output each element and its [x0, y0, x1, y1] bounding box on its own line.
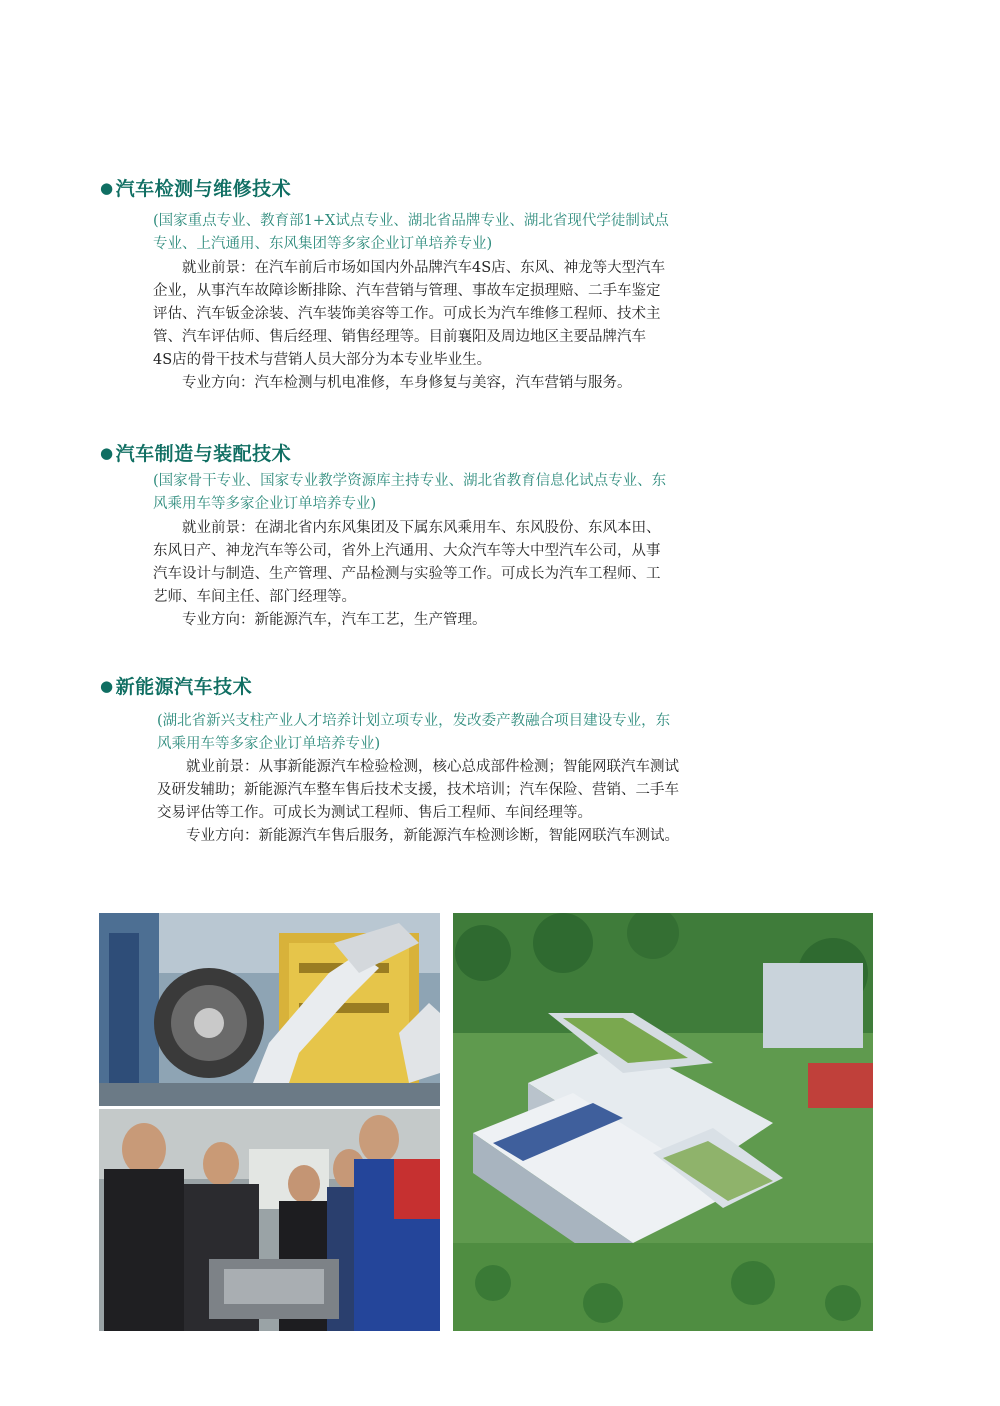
- section-1-employment: 就业前景：在汽车前后市场如国内外品牌汽车4S店、东风、神龙等大型汽车 企业，从事汽车故障诊断排除、汽车营销与管理、事故车定损理赔、二手车鉴定 评估、汽车钣金涂装、汽车装饰美容等工作。可成长为汽车维修工程师、技术主 管、汽车评估师、售后经理、销售经理等。目前襄阳及周边地区主要品牌汽车 4S店的骨干技术与营销人员大部分为本专业毕业生。: [153, 260, 666, 368]
- bullet-icon: ●: [100, 444, 114, 462]
- section-2-note: (国家骨干专业、国家专业教学资源库主持专业、湖北省教育信息化试点专业、东 风乘用车等多家企业订单培养专业): [153, 473, 667, 512]
- section-1-note: (国家重点专业、教育部1+X试点专业、湖北省品牌专业、湖北省现代学徒制试点 专业、上汽通用、东风集团等多家企业订单培养专业): [153, 213, 669, 252]
- bullet-icon: ●: [100, 677, 114, 695]
- section-2-title: ● 汽车制造与装配技术: [100, 443, 292, 465]
- section-3-direction: 专业方向：新能源汽车售后服务，新能源汽车检测诊断，智能网联汽车测试。: [157, 828, 679, 844]
- students-photo: [99, 1109, 440, 1331]
- robot-arm-photo: [99, 913, 440, 1106]
- section-3-note: (湖北省新兴支柱产业人才培养计划立项专业，发改委产教融合项目建设专业，东 风乘用车等多家企业订单培养专业): [157, 713, 671, 752]
- bullet-icon: ●: [100, 179, 114, 197]
- section-1-direction: 专业方向：汽车检测与机电准修，车身修复与美容，汽车营销与服务。: [153, 375, 632, 391]
- campus-photo: [453, 913, 873, 1331]
- section-3-employment: 就业前景：从事新能源汽车检验检测，核心总成部件检测；智能网联汽车测试 及研发辅助；新能源汽车整车售后技术支援，技术培训；汽车保险、营销、二手车 交易评估等工作。可成长为测试工程师、售后工程师、车间经理等。: [157, 759, 679, 821]
- section-1-title: ● 汽车检测与维修技术: [100, 178, 292, 200]
- section-2-employment: 就业前景：在湖北省内东风集团及下属东风乘用车、东风股份、东风本田、 东风日产、神龙汽车等公司，省外上汽通用、大众汽车等大中型汽车公司，从事 汽车设计与制造、生产管理、产品检测与实验等工作。可成长为汽车工程师、工 艺师、车间主任、部门经理等。: [153, 520, 661, 605]
- section-2-direction: 专业方向：新能源汽车，汽车工艺，生产管理。: [153, 612, 487, 628]
- section-3-title: ● 新能源汽车技术: [100, 676, 253, 698]
